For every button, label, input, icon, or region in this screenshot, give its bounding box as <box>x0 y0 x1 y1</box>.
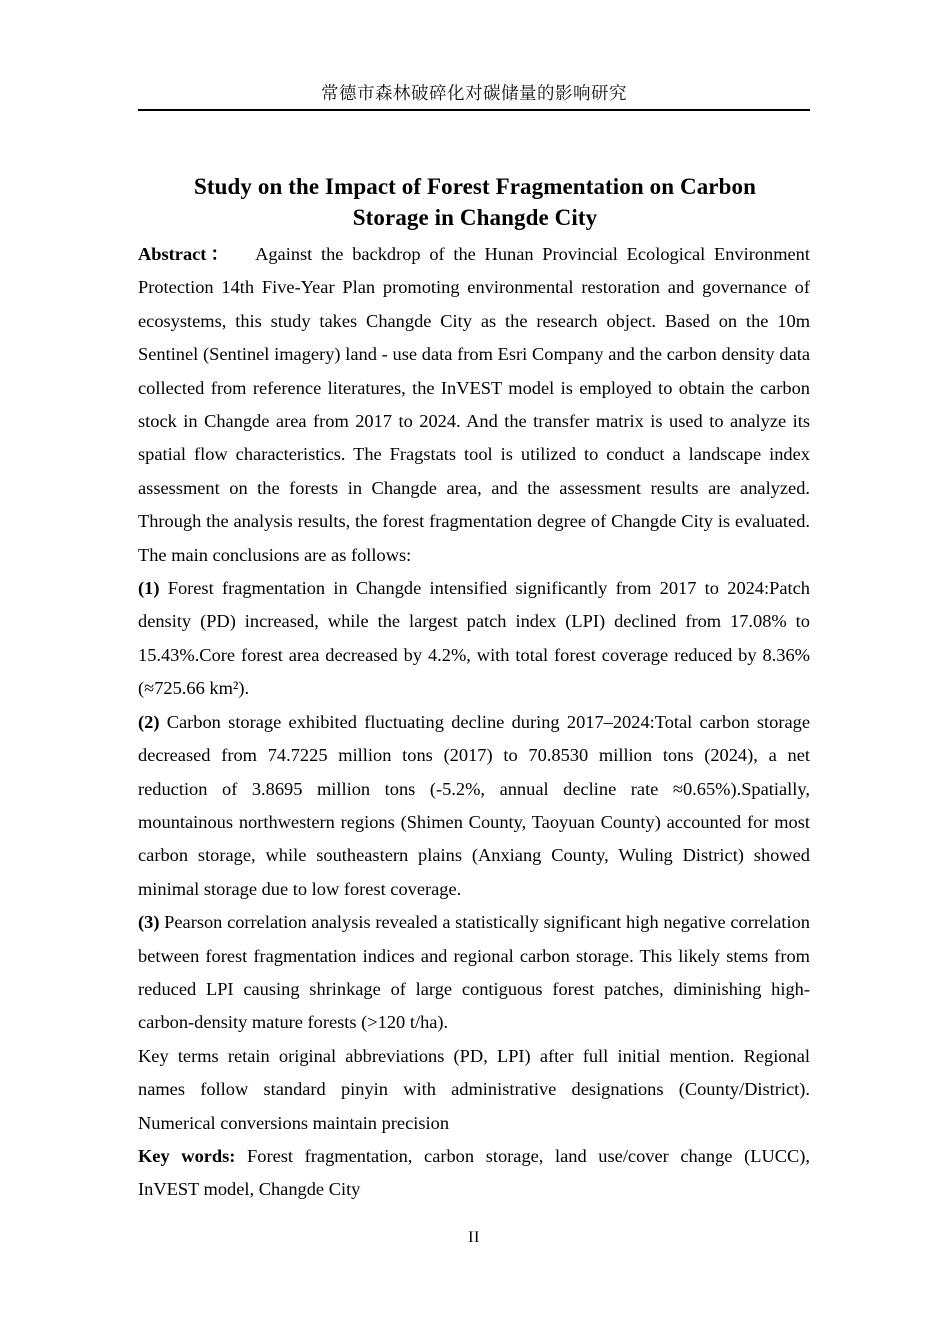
conclusion-item-1 <box>138 572 810 706</box>
abstract-colon: ： <box>206 244 234 264</box>
abstract-label: Abstract <box>138 244 207 264</box>
conclusion-text-1: Forest fragmentation in Changde intensified significantly from 2017 to 2024:Patch density (PD) increased, while the largest patch index (LPI) declined from 17.08% to 15.43%.Core forest area decreased by 4.2%, with total forest coverage reduced by 8.36% (≈725.66 km²). <box>138 578 810 699</box>
page-header <box>138 82 810 111</box>
keywords-label: Key words: <box>138 1145 236 1166</box>
keywords-text: Forest fragmentation, carbon storage, land use/cover change (LUCC), InVEST model, Changde City <box>138 1145 810 1200</box>
conclusion-item-2 <box>138 706 810 906</box>
conclusion-text-2: Carbon storage exhibited fluctuating decline during 2017–2024:Total carbon storage decreased from 74.7225 million tons (2017) to 70.8530 million tons (2024), a net reduction of 3.8695 million tons (-5.2%, annual decline rate ≈0.65%).Spatially, mountainous northwestern regions (Shimen County, Taoyuan County) accounted for most carbon storage, while southeastern plains (Anxiang County, Wuling District) showed minimal storage due to low forest coverage. <box>138 711 810 899</box>
page-footer <box>138 1228 810 1248</box>
abstract-text: Against the backdrop of the Hunan Provincial Ecological Environment Protection 14th Five-Year Plan promoting environmental restoration and governance of ecosystems, this study takes Changde City as the research object. Based on the 10m Sentinel (Sentinel imagery) land - use data from Esri Company and the carbon density data collected from reference literatures, the InVEST model is employed to obtain the carbon stock in Changde area from 2017 to 2024. And the transfer matrix is used to analyze its spatial flow characteristics. The Fragstats tool is utilized to conduct a landscape index assessment on the forests in Changde area, and the assessment results are analyzed. Through the analysis results, the forest fragmentation degree of Changde City is evaluated. The main conclusions are as follows: <box>138 244 810 565</box>
page-title: Study on the Impact of Forest Fragmentation on Carbon Storage in Changde City <box>194 174 756 231</box>
conclusion-number-3: (3) <box>138 912 160 933</box>
notes-paragraph: Key terms retain original abbreviations (PD, LPI) after full initial mention. Regional names follow standard pinyin with administrative designations (County/District). Numerical conversions maintain precision <box>138 1045 810 1133</box>
page-number: II <box>468 1229 480 1246</box>
header-divider <box>138 109 810 111</box>
conclusion-item-3 <box>138 906 810 1040</box>
conclusion-number-1: (1) <box>138 578 160 599</box>
document-body <box>138 238 810 1207</box>
conclusion-number-2: (2) <box>138 711 160 732</box>
keywords-paragraph <box>138 1140 810 1207</box>
conclusion-text-3: Pearson correlation analysis revealed a statistically significant high negative correlation between forest fragmentation indices and regional carbon storage. This likely stems from reduced LPI causing shrinkage of large contiguous forest patches, diminishing high-carbon-density mature forests (>120 t/ha). <box>138 912 810 1033</box>
running-title: 常德市森林破碎化对碳储量的影响研究 <box>321 84 627 104</box>
abstract-paragraph <box>138 238 810 572</box>
